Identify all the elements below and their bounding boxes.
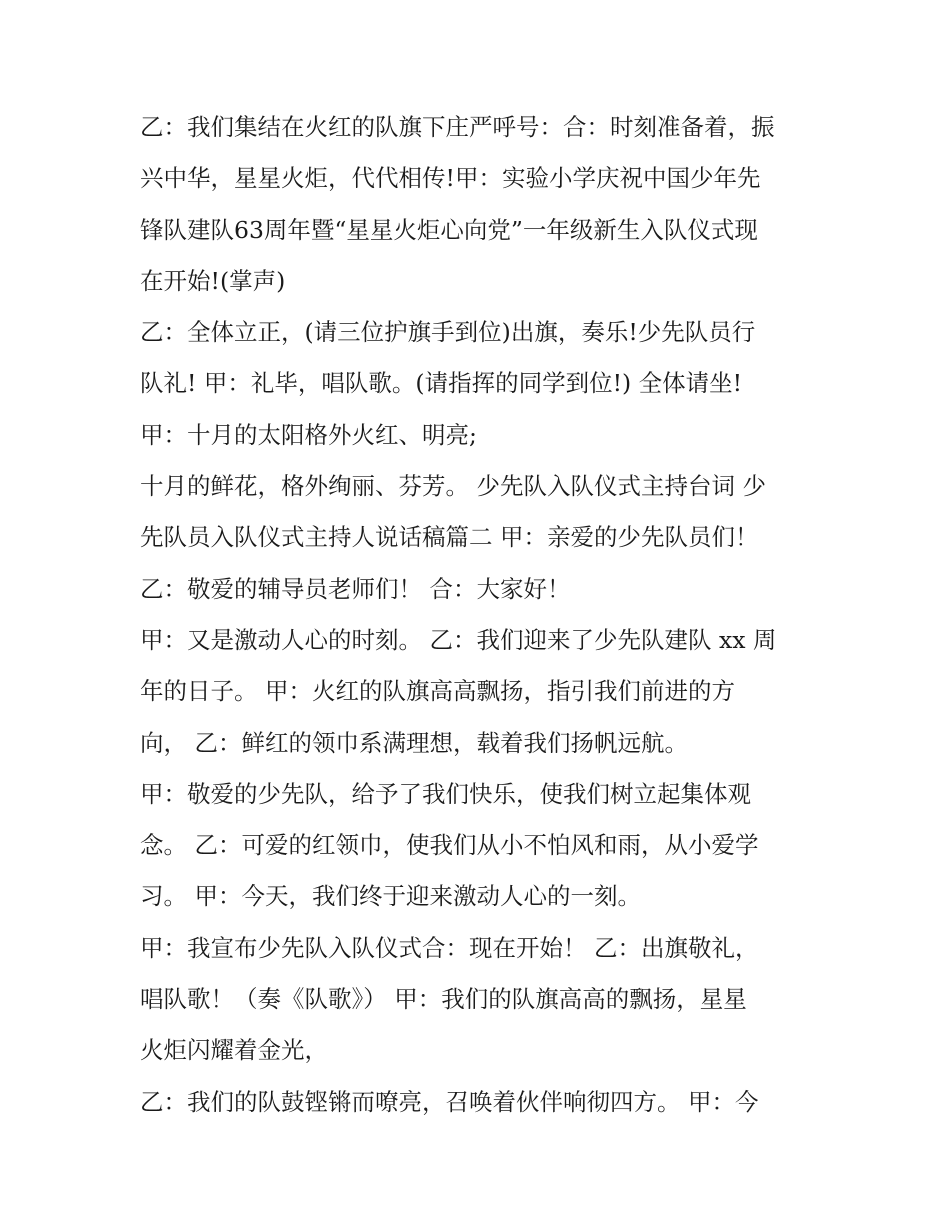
text-line: 甲：我宣布少先队入队仪式合：现在开始！ 乙：出旗敬礼， xyxy=(140,933,759,962)
text-line: 兴中华，星星火炬，代代相传!甲：实验小学庆祝中国少年先 xyxy=(140,164,761,193)
body-text xyxy=(140,102,830,1128)
text-line: 十月的鲜花，格外绚丽、芬芳。 少先队入队仪式主持台词 少 xyxy=(140,472,766,501)
text-line: 年的日子。 甲：火红的队旗高高飘扬，指引我们前进的方 xyxy=(140,677,735,706)
text-line: 甲：十月的太阳格外火红、明亮; xyxy=(140,420,477,449)
text-line: 乙：我们的队鼓铿锵而嘹亮，召唤着伙伴响彻四方。 甲：今 xyxy=(140,1087,759,1116)
text-line: 向， 乙：鲜红的领巾系满理想，载着我们扬帆远航。 xyxy=(140,728,688,757)
text-line: 乙：我们集结在火红的队旗下庄严呼号：合：时刻准备着，振 xyxy=(140,113,775,141)
text-line: 甲：敬爱的少先队，给予了我们快乐，使我们树立起集体观 xyxy=(140,779,751,808)
text-line: 习。 甲：今天，我们终于迎来激动人心的一刻。 xyxy=(140,882,641,911)
text-line: 甲：又是激动人心的时刻。 乙：我们迎来了少先队建队 xx 周 xyxy=(140,625,777,654)
text-line: 唱队歌！（奏《队歌》） 甲：我们的队旗高高的飘扬，星星 xyxy=(140,985,747,1014)
text-line: 队礼! 甲：礼毕，唱队歌。(请指挥的同学到位!) 全体请坐! xyxy=(140,369,743,398)
text-line: 念。 乙：可爱的红领巾，使我们从小不怕风和雨，从小爱学 xyxy=(140,831,759,860)
text-line: 乙：全体立正，(请三位护旗手到位)出旗，奏乐!少先队员行 xyxy=(140,318,756,347)
text-line: 火炬闪耀着金光， xyxy=(140,1036,328,1065)
text-line: 乙：敬爱的辅导员老师们！ 合：大家好！ xyxy=(140,574,571,603)
text-line: 在开始!(掌声) xyxy=(140,266,286,295)
text-line: 锋队建队63周年暨“星星火炬心向党”一年级新生入队仪式现 xyxy=(140,215,758,244)
text-line: 先队员入队仪式主持人说话稿篇二 甲：亲爱的少先队员们！ xyxy=(140,523,759,552)
